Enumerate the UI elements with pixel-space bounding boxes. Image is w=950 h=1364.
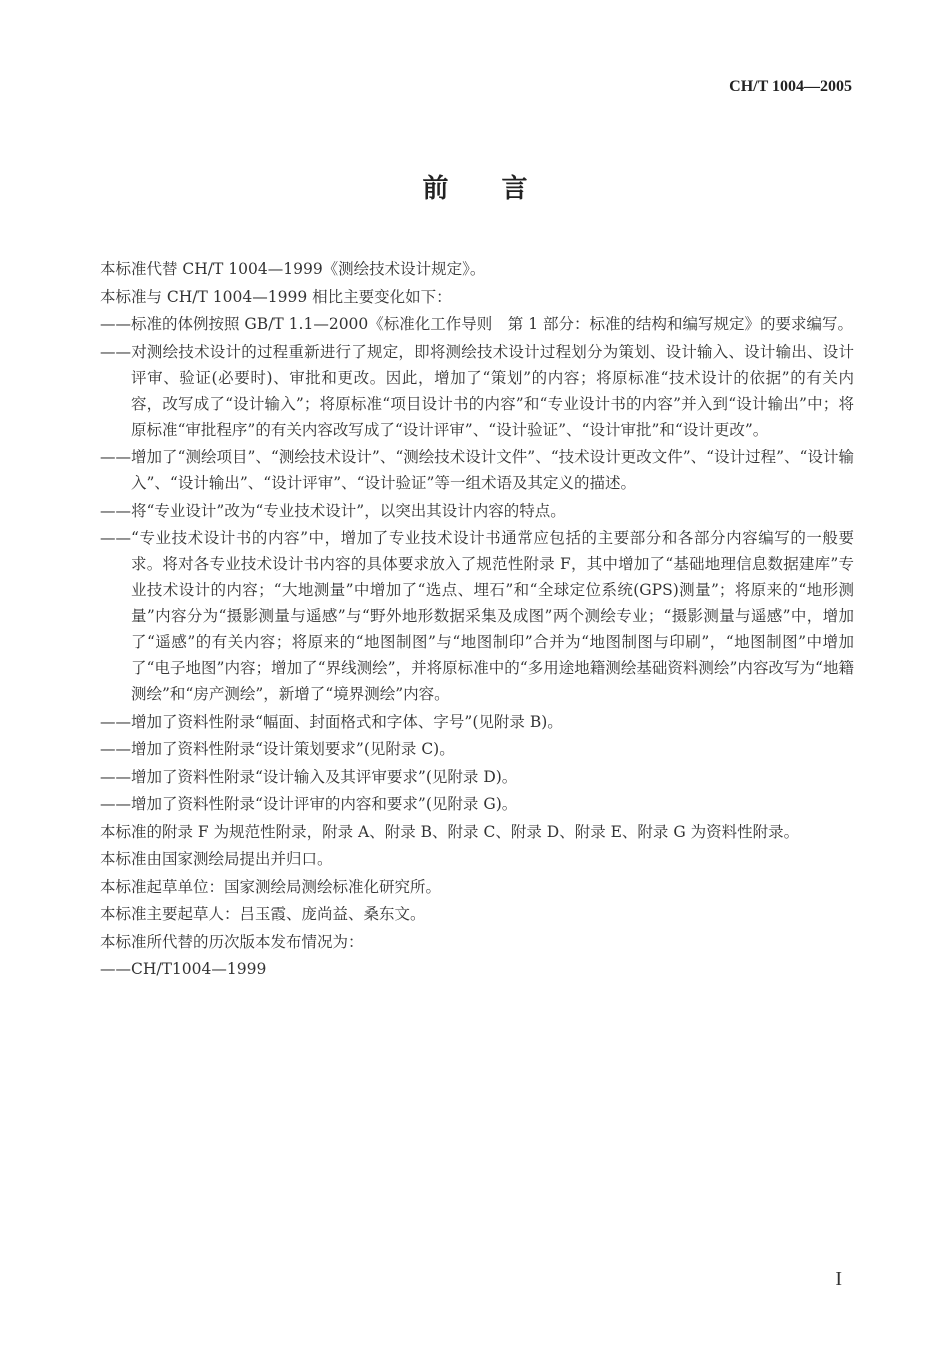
change-item: ——增加了资料性附录“设计评审的内容和要求”(见附录 G)。	[100, 795, 518, 813]
change-item: ——增加了资料性附录“幅面、封面格式和字体、字号”(见附录 B)。	[100, 712, 563, 731]
paragraph-annexes: 本标准的附录 F 为规范性附录，附录 A、附录 B、附录 C、附录 D、附录 E、附录 G 为资料性附录。	[100, 822, 800, 841]
change-item: ——增加了资料性附录“设计输入及其评审要求”(见附录 D)。	[100, 767, 518, 786]
paragraph-drafters: 本标准主要起草人：吕玉霞、庞尚益、桑东文。	[100, 905, 426, 923]
page-title: 前 言	[422, 174, 550, 204]
paragraph-replaces: 本标准代替 CH/T 1004—1999《测绘技术设计规定》。	[100, 260, 486, 278]
paragraph-proposer: 本标准由国家测绘局提出并归口。	[100, 850, 333, 868]
change-item: ——增加了“测绘项目”、“测绘技术设计”、“测绘技术设计文件”、“技术设计更改文件”、“设计过程”、“设计输入”、“设计输出”、“设计评审”、“设计验证”等一组术语及其定义的描述。	[100, 448, 854, 492]
standard-number: CH/T 1004—2005	[729, 78, 852, 95]
paragraph-drafting-unit: 本标准起草单位：国家测绘局测绘标准化研究所。	[100, 877, 442, 896]
page-number: I	[835, 1268, 842, 1290]
change-item: ——“专业技术设计书的内容”中，增加了专业技术设计书通常应包括的主要部分和各部分内容编写的一般要求。将对各专业技术设计书内容的具体要求放入了规范性附录 F，其中增加了“基础地理信息数据建库”专业技术设计的内容；“大地测量”中增加了“选点、埋石”和“全球定位系统(GPS)测量”；将原来的“地形测量”内容分为“摄影测量与遥感”与“野外地形数据采集及成图”两个测绘专业；“摄影测量与遥感”中，增加了“遥感”的有关内容；将原来的“地图制图”与“地图制印”合并为“地图制图与印刷”，“地图制图”中增加了“电子地图”内容；增加了“界线测绘”，并将原标准中的“多用途地籍测绘基础资料测绘”内容改写为“地籍测绘”和“房产测绘”，新增了“境界测绘”内容。	[100, 529, 854, 703]
paragraph-history-intro: 本标准所代替的历次版本发布情况为：	[100, 932, 364, 951]
change-item: ——对测绘技术设计的过程重新进行了规定，即将测绘技术设计过程划分为策划、设计输入、设计输出、设计评审、验证(必要时)、审批和更改。因此，增加了“策划”的内容；将原标准“技术设计的依据”的有关内容，改写成了“设计输入”；将原标准“项目设计书的内容”和“专业设计书的内容”并入到“设计输出”中；将原标准“审批程序”的有关内容改写成了“设计评审”、“设计验证”、“设计审批”和“设计更改”。	[100, 342, 854, 439]
foreword-body	[100, 256, 854, 984]
change-item: ——将“专业设计”改为“专业技术设计”，以突出其设计内容的特点。	[100, 501, 566, 520]
history-item: ——CH/T1004—1999	[100, 960, 267, 978]
change-item: ——标准的体例按照 GB/T 1.1—2000《标准化工作导则 第 1 部分：标准的结构和编写规定》的要求编写。	[100, 315, 854, 333]
change-item: ——增加了资料性附录“设计策划要求”(见附录 C)。	[100, 740, 455, 758]
paragraph-changes-intro: 本标准与 CH/T 1004—1999 相比主要变化如下：	[100, 287, 452, 306]
